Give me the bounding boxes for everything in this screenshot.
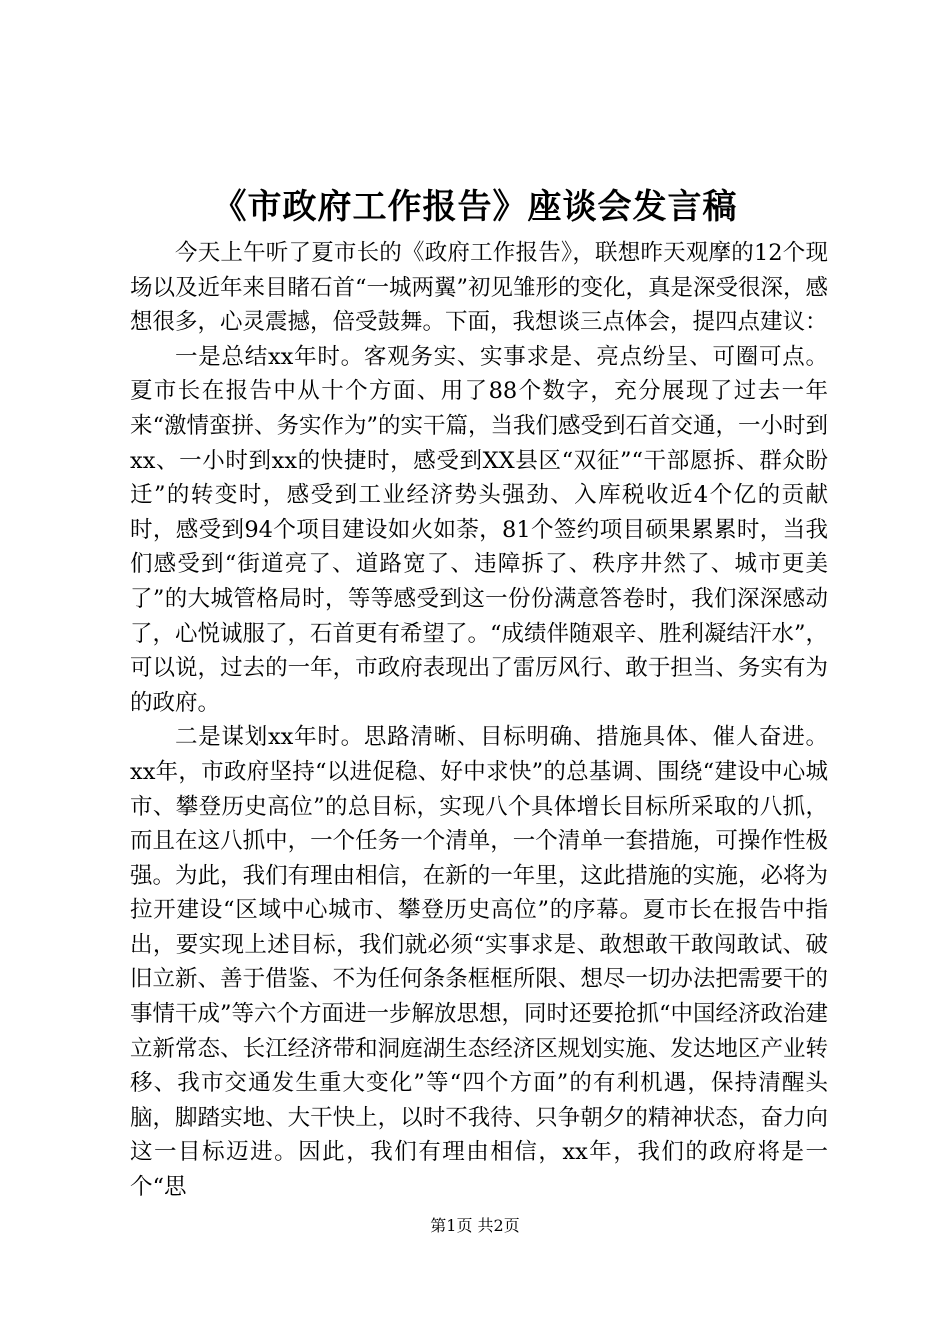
paragraph-intro: 今天上午听了夏市长的《政府工作报告》，联想昨天观摩的12个现场以及近年来目睹石首“一城两翼”初见雏形的变化，真是深受很深，感想很多，心灵震撼，倍受鼓舞。下面，我想谈三点体会，提四点建议：	[130, 240, 829, 336]
page-number-footer: 第1页 共2页	[430, 1216, 520, 1235]
paragraph-summary: 一是总结xx年时。客观务实、实事求是、亮点纷呈、可圈可点。夏市长在报告中从十个方面、用了88个数字，充分展现了过去一年来“激情蛮拼、务实作为”的实干篇，当我们感受到石首交通，一小时到xx、一小时到xx的快捷时，感受到XX县区“双征”“干部愿拆、群众盼迁”的转变时，感受到工业经济势头强劲、入库税收近4个亿的贡献时，感受到94个项目建设如火如荼，81个签约项目硕果累累时，当我们感受到“街道亮了、道路宽了、违障拆了、秩序井然了、城市更美了”的大城管格局时，等等感受到这一份份满意答卷时，我们深深感动了，心悦诚服了，石首更有希望了。“成绩伴随艰辛、胜利凝结汗水”，可以说，过去的一年，市政府表现出了雷厉风行、敢于担当、务实有为的政府。	[130, 343, 829, 716]
document-title: 《市政府工作报告》座谈会发言稿	[212, 187, 738, 227]
document-body	[130, 236, 828, 1205]
paragraph-planning: 二是谋划xx年时。思路清晰、目标明确、措施具体、催人奋进。xx年，市政府坚持“以进促稳、好中求快”的总基调、围绕“建设中心城市、攀登历史高位”的总目标，实现八个具体增长目标所采取的八抓，而且在这八抓中，一个任务一个清单，一个清单一套措施，可操作性极强。为此，我们有理由相信，在新的一年里，这此措施的实施，必将为拉开建设“区域中心城市、攀登历史高位”的序幕。夏市长在报告中指出，要实现上述目标，我们就必须“实事求是、敢想敢干敢闯敢试、破旧立新、善于借鉴、不为任何条条框框所限、想尽一切办法把需要干的事情干成”等六个方面进一步解放思想，同时还要抢抓“中国经济政治建立新常态、长江经济带和洞庭湖生态经济区规划实施、发达地区产业转移、我市交通发生重大变化”等“四个方面”的有利机遇，保持清醒头脑，脚踏实地、大干快上，以时不我待、只争朝夕的精神状态，奋力向这一目标迈进。因此，我们有理由相信，xx年，我们的政府将是一个“思	[130, 724, 829, 1201]
